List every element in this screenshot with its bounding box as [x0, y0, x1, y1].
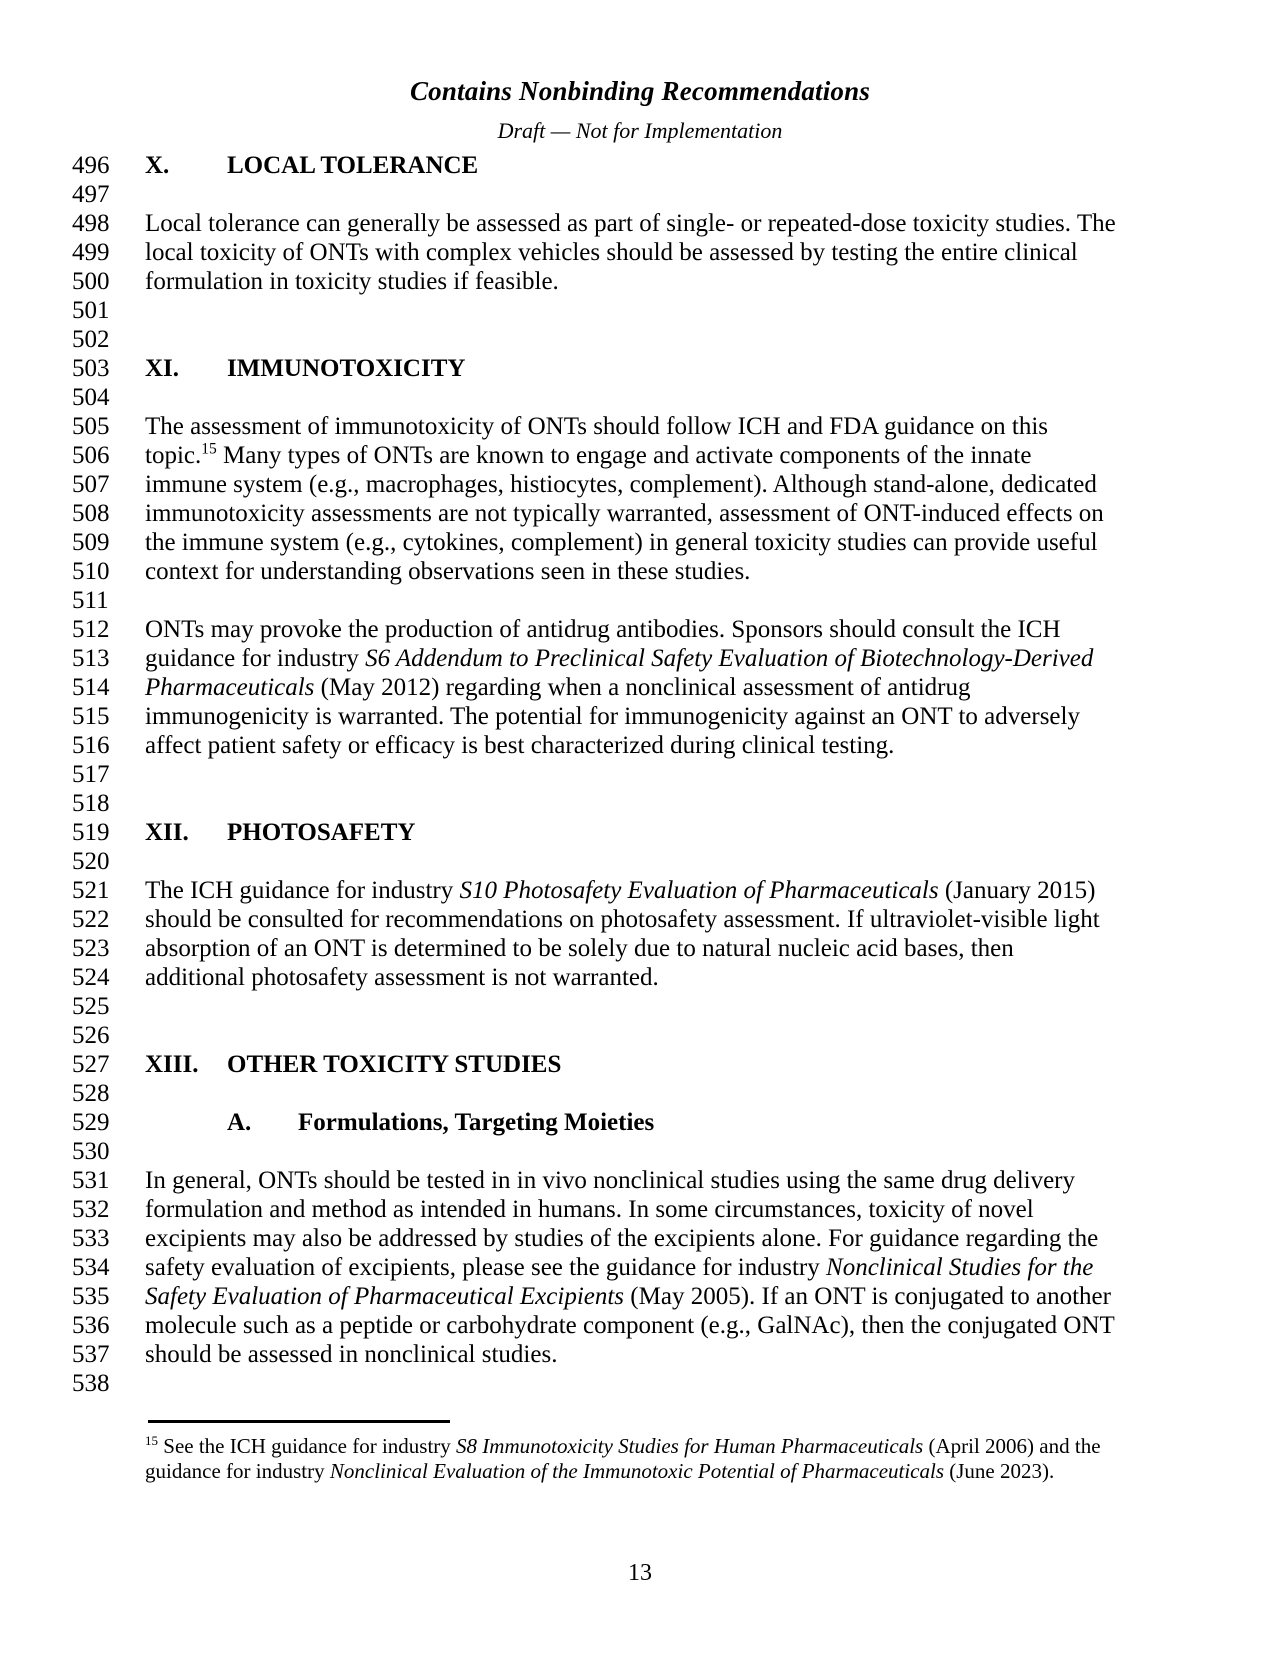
- header-subtitle: Draft — Not for Implementation: [497, 118, 783, 143]
- line-531: [0, 1166, 1280, 1195]
- line-number: 498: [72, 210, 110, 237]
- line-number: 536: [72, 1312, 110, 1339]
- line-number: 508: [72, 500, 110, 527]
- line-text: immunogenicity is warranted. The potential for immunogenicity against an ONT to adversely: [145, 703, 1080, 730]
- line-number: 511: [72, 587, 109, 614]
- line-496: [0, 151, 1280, 180]
- line-number: 496: [72, 152, 110, 179]
- page-header: [0, 76, 1280, 144]
- heading-label: XII.: [145, 819, 189, 846]
- line-number: 535: [72, 1283, 110, 1310]
- line-number: 517: [72, 761, 110, 788]
- heading-title: IMMUNOTOXICITY: [227, 355, 466, 382]
- line-number: 537: [72, 1341, 110, 1368]
- line-text: The ICH guidance for industry S10 Photosafety Evaluation of Pharmaceuticals (January 2015): [145, 877, 1096, 904]
- heading-label: X.: [145, 152, 170, 179]
- line-number: 501: [72, 297, 110, 324]
- line-524: [0, 963, 1280, 992]
- line-text: additional photosafety assessment is not warranted.: [145, 964, 659, 991]
- line-523: [0, 934, 1280, 963]
- line-533: [0, 1224, 1280, 1253]
- line-number: 504: [72, 384, 110, 411]
- line-number: 499: [72, 239, 110, 266]
- line-text: immune system (e.g., macrophages, histiocytes, complement). Although stand-alone, dedicated: [145, 471, 1097, 498]
- heading-title: LOCAL TOLERANCE: [227, 152, 479, 179]
- line-517: [0, 760, 1280, 789]
- line-text: In general, ONTs should be tested in in vivo nonclinical studies using the same drug delivery: [145, 1167, 1076, 1194]
- line-530: [0, 1137, 1280, 1166]
- line-512: [0, 615, 1280, 644]
- section-heading: [145, 818, 415, 847]
- line-511: [0, 586, 1280, 615]
- line-506: [0, 441, 1280, 470]
- line-number: 526: [72, 1022, 110, 1049]
- line-text: formulation and method as intended in humans. In some circumstances, toxicity of novel: [145, 1196, 1034, 1223]
- line-text: ONTs may provoke the production of antidrug antibodies. Sponsors should consult the ICH: [145, 616, 1061, 643]
- heading-label: XI.: [145, 355, 180, 382]
- line-text: Safety Evaluation of Pharmaceutical Excipients (May 2005). If an ONT is conjugated to another: [145, 1283, 1111, 1310]
- line-number: 506: [72, 442, 110, 469]
- line-number: 538: [72, 1370, 110, 1397]
- line-text: absorption of an ONT is determined to be solely due to natural nucleic acid bases, then: [145, 935, 1014, 962]
- line-504: [0, 383, 1280, 412]
- footnote: [145, 1434, 1145, 1483]
- line-text: the immune system (e.g., cytokines, complement) in general toxicity studies can provide useful: [145, 529, 1098, 556]
- line-525: [0, 992, 1280, 1021]
- line-text: The assessment of immunotoxicity of ONTs should follow ICH and FDA guidance on this: [145, 413, 1049, 440]
- heading-title: PHOTOSAFETY: [227, 819, 416, 846]
- line-number: 512: [72, 616, 110, 643]
- line-number: 503: [72, 355, 110, 382]
- line-535: [0, 1282, 1280, 1311]
- line-500: [0, 267, 1280, 296]
- line-number: 529: [72, 1109, 110, 1136]
- footnote-separator: [148, 1420, 450, 1423]
- line-number: 514: [72, 674, 110, 701]
- line-522: [0, 905, 1280, 934]
- line-number: 534: [72, 1254, 110, 1281]
- line-number: 515: [72, 703, 110, 730]
- line-538: [0, 1369, 1280, 1398]
- line-text: context for understanding observations seen in these studies.: [145, 558, 751, 585]
- line-number: 505: [72, 413, 110, 440]
- line-number: 500: [72, 268, 110, 295]
- line-537: [0, 1340, 1280, 1369]
- line-text: molecule such as a peptide or carbohydrate component (e.g., GalNAc), then the conjugated ONT: [145, 1312, 1115, 1339]
- line-text: excipients may also be addressed by studies of the excipients alone. For guidance regarding the: [145, 1225, 1099, 1252]
- subsection-heading: [145, 1108, 654, 1137]
- heading-title: Formulations, Targeting Moieties: [298, 1109, 655, 1136]
- line-number: 531: [72, 1167, 110, 1194]
- line-518: [0, 789, 1280, 818]
- line-text: guidance for industry S6 Addendum to Preclinical Safety Evaluation of Biotechnology-Derived: [145, 645, 1094, 672]
- line-text: immunotoxicity assessments are not typically warranted, assessment of ONT-induced effects on: [145, 500, 1104, 527]
- line-505: [0, 412, 1280, 441]
- line-527: [0, 1050, 1280, 1079]
- line-513: [0, 644, 1280, 673]
- line-number: 533: [72, 1225, 110, 1252]
- line-514: [0, 673, 1280, 702]
- heading-label: A.: [227, 1109, 252, 1136]
- line-509: [0, 528, 1280, 557]
- line-519: [0, 818, 1280, 847]
- line-number: 513: [72, 645, 110, 672]
- line-510: [0, 557, 1280, 586]
- line-number: 532: [72, 1196, 110, 1223]
- section-heading: [145, 1050, 561, 1079]
- line-number: 510: [72, 558, 110, 585]
- line-521: [0, 876, 1280, 905]
- heading-label: XIII.: [145, 1051, 199, 1078]
- line-503: [0, 354, 1280, 383]
- line-number: 521: [72, 877, 110, 904]
- line-534: [0, 1253, 1280, 1282]
- line-516: [0, 731, 1280, 760]
- header-title: Contains Nonbinding Recommendations: [409, 76, 871, 106]
- line-number: 524: [72, 964, 110, 991]
- page-number: 13: [628, 1560, 652, 1586]
- line-536: [0, 1311, 1280, 1340]
- line-532: [0, 1195, 1280, 1224]
- heading-title: OTHER TOXICITY STUDIES: [227, 1051, 562, 1078]
- section-heading: [145, 151, 478, 180]
- line-number: 523: [72, 935, 110, 962]
- line-528: [0, 1079, 1280, 1108]
- line-text: topic.$^{15}$ Many types of ONTs are known to engage and activate components of the innate: [145, 440, 1032, 469]
- line-text: local toxicity of ONTs with complex vehicles should be assessed by testing the entire clinical: [145, 239, 1078, 266]
- line-number: 509: [72, 529, 110, 556]
- line-text: affect patient safety or efficacy is best characterized during clinical testing.: [145, 732, 895, 759]
- line-497: [0, 180, 1280, 209]
- line-number: 527: [72, 1051, 110, 1078]
- line-520: [0, 847, 1280, 876]
- line-text: should be assessed in nonclinical studies.: [145, 1341, 558, 1368]
- line-text: Local tolerance can generally be assessed as part of single- or repeated-dose toxicity studies. The: [145, 210, 1116, 237]
- line-498: [0, 209, 1280, 238]
- line-number: 518: [72, 790, 110, 817]
- line-number: 525: [72, 993, 110, 1020]
- line-number: 522: [72, 906, 110, 933]
- line-text: formulation in toxicity studies if feasible.: [145, 268, 559, 295]
- footnote-line-1: $^{15}$ See the ICH guidance for industry S8 Immunotoxicity Studies for Human Pharmaceuticals (April 2006) and the: [145, 1433, 1101, 1458]
- line-number: 502: [72, 326, 110, 353]
- line-text: should be consulted for recommendations on photosafety assessment. If ultraviolet-visible light: [145, 906, 1100, 933]
- footnote-line-2: guidance for industry Nonclinical Evaluation of the Immunotoxic Potential of Pharmaceuticals (June 2023).: [145, 1458, 1055, 1483]
- section-heading: [145, 354, 465, 383]
- line-number: 520: [72, 848, 110, 875]
- line-number: 528: [72, 1080, 110, 1107]
- line-515: [0, 702, 1280, 731]
- line-499: [0, 238, 1280, 267]
- line-text: safety evaluation of excipients, please see the guidance for industry Nonclinical Studies for the: [145, 1254, 1094, 1281]
- line-529: [0, 1108, 1280, 1137]
- line-526: [0, 1021, 1280, 1050]
- line-501: [0, 296, 1280, 325]
- line-number: 497: [72, 181, 110, 208]
- line-text: Pharmaceuticals (May 2012) regarding when a nonclinical assessment of antidrug: [145, 674, 971, 701]
- line-508: [0, 499, 1280, 528]
- line-507: [0, 470, 1280, 499]
- line-number: 530: [72, 1138, 110, 1165]
- line-number: 519: [72, 819, 110, 846]
- line-502: [0, 325, 1280, 354]
- document-lines: [0, 151, 1280, 1398]
- line-number: 507: [72, 471, 110, 498]
- line-number: 516: [72, 732, 110, 759]
